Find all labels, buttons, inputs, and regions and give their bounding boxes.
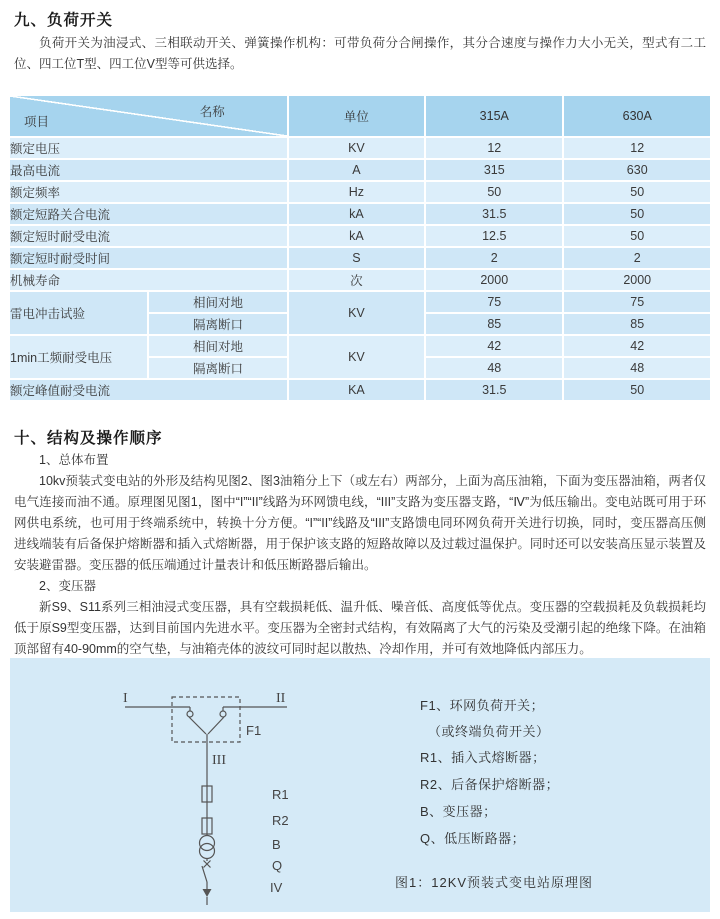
section10-title: 十、结构及操作顺序 [14,430,163,447]
subsection2-paragraph: 新S9、S11系列三相油浸式变压器，具有空载损耗低、温升低、噪音低、高度低等优点。变压器的空载损耗及负载损耗均低于原S9型变压器，达到目前国内先进水平。变压器为全密封式结构，有效隔离了大气的污染及受潮引起的绝缘下降。在油箱顶部留有40-90mm的空气垫，与油箱壳体的波纹可同时起以散热、冷却作用，并可有效地降低内部压力。 [14,600,706,656]
value-cell: 2000 [426,270,562,290]
circuit-diagram [10,658,370,912]
unit-cell: KV [289,292,424,334]
subsection1-heading: 1、总体布置 [39,453,109,467]
line-II-label: II [276,691,286,706]
value-cell: 85 [564,314,710,334]
sub-label-cell: 相间对地 [149,336,286,356]
legend-B: B、变压器； [420,804,497,819]
value-cell: 50 [426,182,562,202]
line-IV-label: IV [270,880,283,895]
row-label-cell: 额定峰值耐受电流 [10,380,287,400]
table-row [10,160,710,180]
header-630A: 630A [564,96,710,136]
value-cell: 75 [564,292,710,312]
value-cell: 42 [426,336,562,356]
row-label-cell: 额定短时耐受电流 [10,226,287,246]
legend-Q: Q、低压断路器； [420,831,526,846]
value-cell: 85 [426,314,562,334]
value-cell: 2000 [564,270,710,290]
sub-label-cell: 隔离断口 [149,314,286,334]
figure-panel [10,658,710,912]
legend-R1: R1、插入式熔断器； [420,750,546,765]
row-label-cell: 最高电流 [10,160,287,180]
Q-label: Q [272,858,283,873]
value-cell: 50 [564,182,710,202]
table-row [10,182,710,202]
figure-caption: 图1：12KV预装式变电站原理图 [395,875,594,890]
subsection1-paragraph: 10kv预装式变电站的外形及结构见图2、图3油箱分上下（或左右）两部分，上面为高压油箱，下面为变压器油箱，两者仅电气连接而油不通。原理图见图1，图中“I”“II”线路为环网馈电线，“III”支路为变压器支路，“Ⅳ”为低压输出。变电站既可用于环网供电系统，也可用于终端系统中，转换十分方便。“I”“II”线路及“III”支路馈电同环网负荷开关进行切换，同时，变压器高压侧进线端装有后备保护熔断器和插入式熔断器，用于保护该支路的短路故障以及过载过温保护。同时还可以安装高压显示装置及安装避雷器。变压器的低压端通过计量表计和低压断路器后输出。 [14,474,706,572]
group-label-cell: 雷电冲击试验 [10,292,147,334]
row-label-cell: 额定频率 [10,182,287,202]
row-label-cell: 机械寿命 [10,270,287,290]
value-cell: 42 [564,336,710,356]
unit-cell: KA [289,380,424,400]
table-row [10,336,710,356]
diagonal-header-cell [10,96,287,136]
value-cell: 50 [564,204,710,224]
F1-label: F1 [246,723,262,738]
header-unit: 单位 [289,96,424,136]
subsection2-heading: 2、变压器 [39,579,96,593]
header-name-label: 名称 [199,105,225,119]
table-row [10,270,710,290]
spec-table [8,94,712,402]
unit-cell: KV [289,138,424,158]
value-cell: 630 [564,160,710,180]
value-cell: 50 [564,380,710,400]
B-label: B [272,837,281,852]
R2-label: R2 [272,813,289,828]
R1-label: R1 [272,787,289,802]
section9-title: 九、负荷开关 [14,12,114,29]
section10-body [14,450,706,660]
value-cell: 48 [426,358,562,378]
value-cell: 31.5 [426,380,562,400]
unit-cell: S [289,248,424,268]
value-cell: 75 [426,292,562,312]
section9-intro-paragraph: 负荷开关为油浸式、三相联动开关、弹簧操作机构：可带负荷分合闸操作，其分合速度与操作力大小无关，型式有二工位、四工位T型、四工位V型等可供选择。 [14,36,706,71]
line-I-label: I [123,691,128,706]
table-row [10,226,710,246]
unit-cell: Hz [289,182,424,202]
unit-cell: 次 [289,270,424,290]
sub-label-cell: 相间对地 [149,292,286,312]
unit-cell: A [289,160,424,180]
header-item-label: 项目 [24,115,50,129]
table-row [10,138,710,158]
unit-cell: KV [289,336,424,378]
table-row [10,204,710,224]
header-315A: 315A [426,96,562,136]
row-label-cell: 额定短时耐受时间 [10,248,287,268]
legend-R2: R2、后备保护熔断器； [420,777,560,792]
table-row [10,380,710,400]
value-cell: 48 [564,358,710,378]
unit-cell: kA [289,204,424,224]
row-label-cell: 额定电压 [10,138,287,158]
value-cell: 12.5 [426,226,562,246]
legend-F1: F1、环网负荷开关； [420,698,545,713]
value-cell: 12 [564,138,710,158]
table-row [10,292,710,312]
row-label-cell: 额定短路关合电流 [10,204,287,224]
legend-F1-alt: （或终端负荷开关） [428,724,550,739]
value-cell: 315 [426,160,562,180]
table-row [10,248,710,268]
value-cell: 12 [426,138,562,158]
line-III-label: III [212,753,226,768]
value-cell: 2 [564,248,710,268]
value-cell: 50 [564,226,710,246]
group-label-cell: 1min工频耐受电压 [10,336,147,378]
value-cell: 2 [426,248,562,268]
unit-cell: kA [289,226,424,246]
table-header-row [10,96,710,136]
value-cell: 31.5 [426,204,562,224]
sub-label-cell: 隔离断口 [149,358,286,378]
